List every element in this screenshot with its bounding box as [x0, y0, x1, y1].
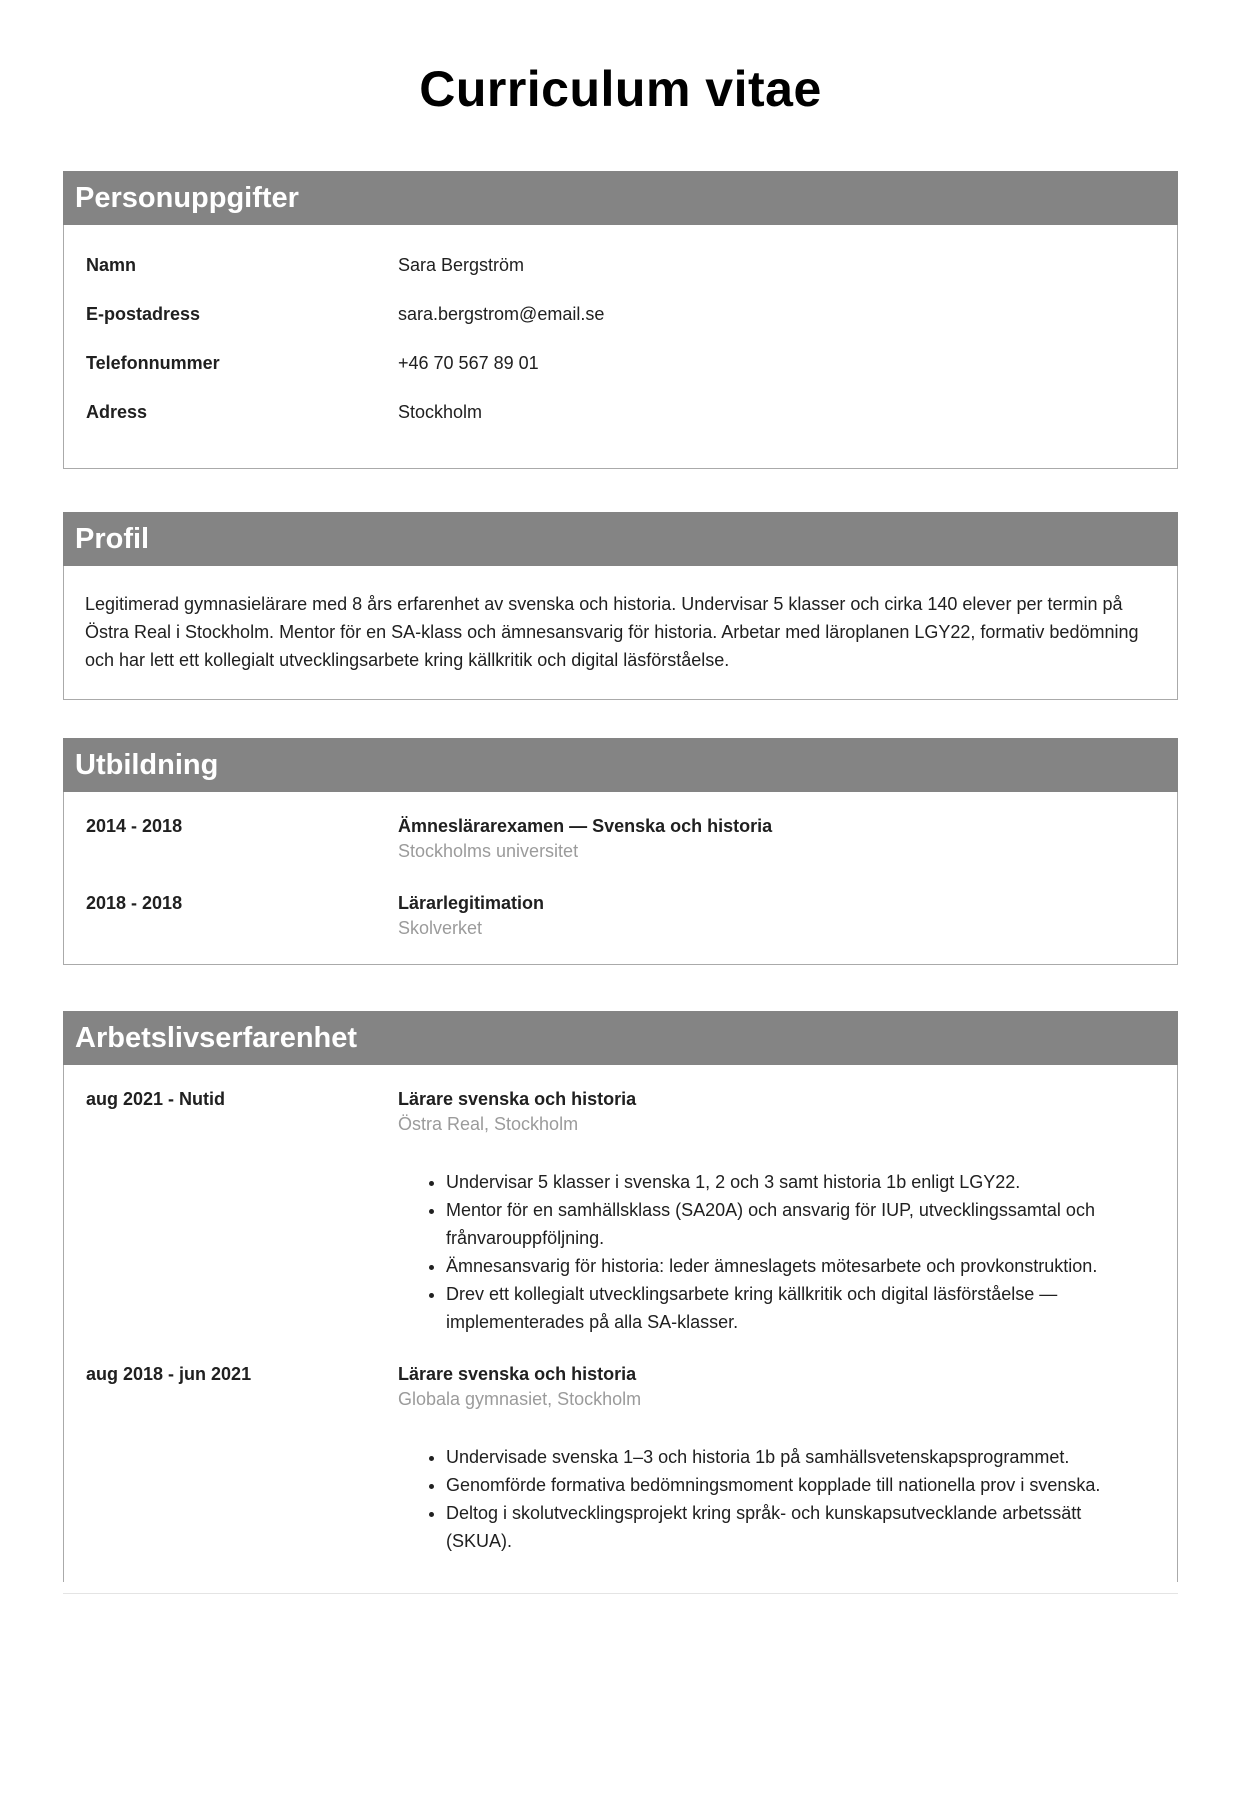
entry-organization: Stockholms universitet — [398, 841, 579, 861]
bullet-item: • Undervisar 5 klasser i svenska 1, 2 och 3 samt historia 1b enligt LGY22. — [446, 1168, 1113, 1196]
entry-details — [398, 1362, 1157, 1555]
entry-period: 2014 - 2018 — [86, 816, 183, 836]
section-education — [63, 738, 1178, 965]
field-row-name — [86, 241, 1157, 290]
section-experience — [63, 1011, 1178, 1582]
profile-box — [63, 566, 1178, 700]
education-entry — [86, 891, 1157, 942]
entry-title: Lärare svenska och historia — [398, 1364, 637, 1384]
bullet-item: • Drev ett kollegialt utvecklingsarbete kring källkritik och digital läsförståelse — implementerades på alla SA-klasser. — [446, 1280, 1113, 1336]
entry-bullet-list — [398, 1168, 1113, 1336]
bullet-item: • Genomförde formativa bedömningsmoment kopplade till nationella prov i svenska. — [446, 1471, 1113, 1499]
entry-period: aug 2021 - Nutid — [86, 1089, 226, 1109]
experience-box — [63, 1065, 1178, 1582]
entry-details — [398, 891, 1157, 942]
profile-text: Legitimerad gymnasielärare med 8 års erfarenhet av svenska och historia. Undervisar 5 klasser och cirka 140 elever per termin på Östra Real i Stockholm. Mentor för en SA-klass och ämnesansvarig för historia. Arbetar med läroplanen LGY22, formativ bedömning och har lett ett kollegialt utvecklingsarbete kring källkritik och digital läsförståelse. — [85, 594, 1139, 670]
bullet-item: • Mentor för en samhällsklass (SA20A) och ansvarig för IUP, utvecklingssamtal och frånvarouppföljning. — [446, 1196, 1113, 1252]
bullet-item: • Undervisade svenska 1–3 och historia 1b på samhällsvetenskapsprogrammet. — [446, 1443, 1113, 1471]
entry-details — [398, 814, 1157, 865]
bullet-item: • Deltog i skolutvecklingsprojekt kring språk- och kunskapsutvecklande arbetssätt (SKUA). — [446, 1499, 1113, 1555]
section-header-personal: Personuppgifter — [63, 171, 1178, 225]
field-label: Adress — [86, 402, 148, 422]
field-value: Stockholm — [398, 402, 483, 422]
bullet-item: • Ämnesansvarig för historia: leder ämneslagets mötesarbete och provkonstruktion. — [446, 1252, 1113, 1280]
field-label: Telefonnummer — [86, 353, 220, 373]
section-profile — [63, 512, 1178, 700]
education-entry — [86, 814, 1157, 865]
field-label: Namn — [86, 255, 137, 275]
entry-title: Ämneslärarexamen — Svenska och historia — [398, 816, 773, 836]
entry-title: Lärare svenska och historia — [398, 1089, 637, 1109]
entry-organization: Skolverket — [398, 918, 483, 938]
personal-details-box — [63, 225, 1178, 469]
cv-document — [63, 171, 1178, 1594]
entry-period: 2018 - 2018 — [86, 893, 183, 913]
entry-organization: Globala gymnasiet, Stockholm — [398, 1389, 642, 1409]
field-row-email — [86, 290, 1157, 339]
section-header-education: Utbildning — [63, 738, 1178, 792]
entry-period: aug 2018 - jun 2021 — [86, 1364, 252, 1384]
experience-entry — [86, 1362, 1157, 1555]
section-personal — [63, 171, 1178, 469]
education-box — [63, 792, 1178, 965]
field-row-phone — [86, 339, 1157, 388]
field-value: +46 70 567 89 01 — [398, 353, 539, 373]
field-value: Sara Bergström — [398, 255, 525, 275]
entry-details — [398, 1087, 1157, 1336]
entry-bullet-list — [398, 1443, 1113, 1555]
section-header-profile: Profil — [63, 512, 1178, 566]
experience-entry — [86, 1087, 1157, 1336]
page-break-divider — [63, 1593, 1178, 1594]
field-value: sara.bergstrom@email.se — [398, 304, 605, 324]
field-label: E-postadress — [86, 304, 201, 324]
entry-organization: Östra Real, Stockholm — [398, 1114, 579, 1134]
entry-title: Lärarlegitimation — [398, 893, 545, 913]
page-title: Curriculum vitae — [419, 61, 822, 117]
section-header-experience: Arbetslivserfarenhet — [63, 1011, 1178, 1065]
field-row-address — [86, 388, 1157, 437]
